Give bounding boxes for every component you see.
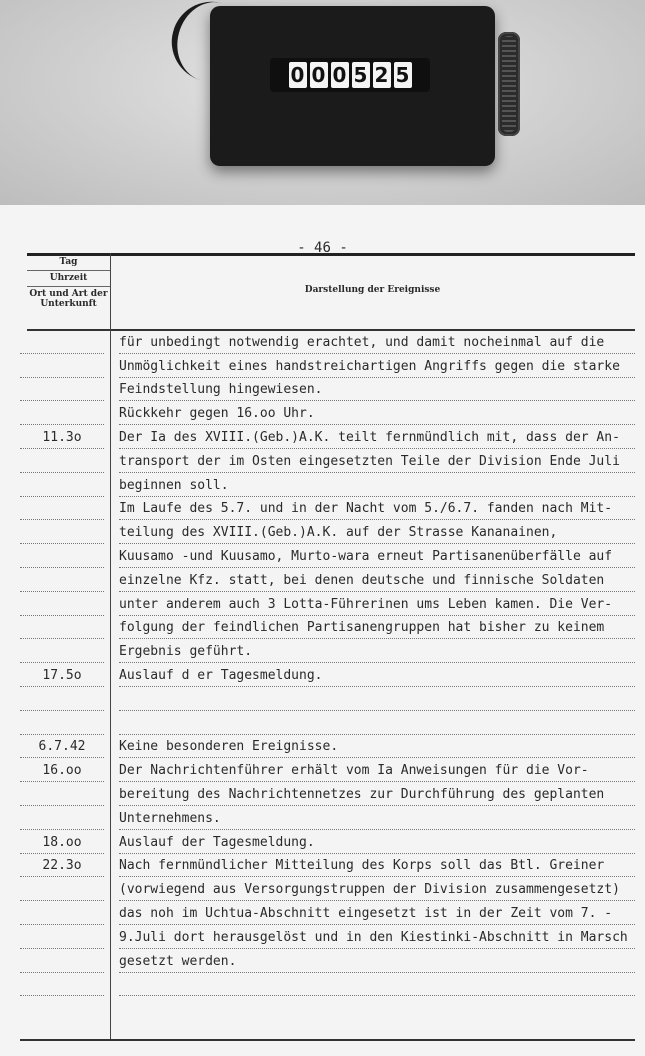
header-events-title: Darstellung der Ereignisse (304, 285, 441, 295)
table-row (0, 949, 645, 973)
row-text: transport der im Osten eingesetzten Teile der Division Ende Juli (119, 452, 635, 473)
table-row (0, 925, 645, 949)
page-counter-device (210, 6, 495, 166)
row-text: 9.Juli dort herausgelöst und in den Kiestinki-Abschnitt in Marsch (119, 928, 635, 949)
row-time: 16.oo (20, 761, 104, 782)
row-text: Keine besonderen Ereignisse. (119, 737, 635, 758)
table-row (0, 592, 645, 616)
row-text: Unmöglichkeit eines handstreichartigen Angriffs gegen die starke (119, 357, 635, 378)
row-text: für unbedingt notwendig erachtet, und damit nocheinmal auf die (119, 333, 635, 354)
table-row (0, 354, 645, 378)
table-row (0, 639, 645, 663)
table-row (0, 473, 645, 497)
table-row (0, 901, 645, 925)
header-uhrzeit: Uhrzeit (27, 271, 110, 287)
counter-photo (0, 0, 645, 205)
table-row (0, 687, 645, 711)
row-text: Feindstellung hingewiesen. (119, 380, 635, 401)
table-row (0, 401, 645, 425)
counter-knob (498, 32, 520, 136)
table-bottom-rule (20, 1039, 635, 1041)
row-text: gesetzt werden. (119, 952, 635, 973)
table-row (0, 663, 645, 687)
row-time: 18.oo (20, 833, 104, 854)
table-row (0, 330, 645, 354)
table-row (0, 877, 645, 901)
counter-digit: 5 (394, 62, 412, 88)
table-row (0, 782, 645, 806)
row-time: 17.5o (20, 666, 104, 687)
row-text: Ergebnis geführt. (119, 642, 635, 663)
table-row (0, 449, 645, 473)
row-text: Auslauf der Tagesmeldung. (119, 833, 635, 854)
table-row (0, 735, 645, 759)
table-row (0, 568, 645, 592)
table-row (0, 758, 645, 782)
row-text: beginnen soll. (119, 476, 635, 497)
row-text: Kuusamo -und Kuusamo, Murto-wara erneut Partisanenüberfälle auf (119, 547, 635, 568)
table-row (0, 973, 645, 997)
table-row (0, 497, 645, 521)
row-text: Im Laufe des 5.7. und in der Nacht vom 5./6.7. fanden nach Mit- (119, 499, 635, 520)
row-text: Nach fernmündlicher Mitteilung des Korps soll das Btl. Greiner (119, 856, 635, 877)
row-text: folgung der feindlichen Partisanengruppen hat bisher zu keinem (119, 618, 635, 639)
counter-digit: 5 (352, 62, 370, 88)
counter-display (270, 58, 430, 92)
counter-digit: 0 (310, 62, 328, 88)
row-text: (vorwiegend aus Versorgungstruppen der Division zusammengesetzt) (119, 880, 635, 901)
counter-digit: 2 (373, 62, 391, 88)
row-text: unter anderem auch 3 Lotta-Führerinen ums Leben kamen. Die Ver- (119, 595, 635, 616)
row-text: Unternehmens. (119, 809, 635, 830)
table-row (0, 854, 645, 878)
document-page (0, 205, 645, 1056)
counter-digit: 0 (289, 62, 307, 88)
row-text: Auslauf d er Tagesmeldung. (119, 666, 635, 687)
table-top-rule (27, 253, 635, 256)
row-text: Der Nachrichtenführer erhält vom Ia Anweisungen für die Vor- (119, 761, 635, 782)
row-time: 22.3o (20, 856, 104, 877)
header-left-column (27, 255, 110, 312)
header-ort: Ort und Art der Unterkunft (29, 289, 108, 309)
row-text: das noh im Uchtua-Abschnitt eingesetzt ist in der Zeit vom 7. - (119, 904, 635, 925)
row-text (119, 995, 635, 996)
row-time: 6.7.42 (20, 737, 104, 758)
table-row (0, 544, 645, 568)
page-number: - 46 - (297, 240, 348, 256)
row-text: Der Ia des XVIII.(Geb.)A.K. teilt fernmündlich mit, dass der An- (119, 428, 635, 449)
table-row (0, 425, 645, 449)
log-table-body (0, 330, 645, 996)
table-row (0, 378, 645, 402)
row-text: bereitung des Nachrichtennetzes zur Durchführung des geplanten (119, 785, 635, 806)
table-row (0, 806, 645, 830)
table-row (0, 520, 645, 544)
header-tag: Tag (27, 255, 110, 271)
table-row (0, 830, 645, 854)
row-text: Rückkehr gegen 16.oo Uhr. (119, 404, 635, 425)
row-time: 11.3o (20, 428, 104, 449)
row-text: einzelne Kfz. statt, bei denen deutsche und finnische Soldaten (119, 571, 635, 592)
counter-digit: 0 (331, 62, 349, 88)
row-text: teilung des XVIII.(Geb.)A.K. auf der Strasse Kananainen, (119, 523, 635, 544)
row-time (20, 995, 104, 996)
table-row (0, 711, 645, 735)
table-row (0, 616, 645, 640)
